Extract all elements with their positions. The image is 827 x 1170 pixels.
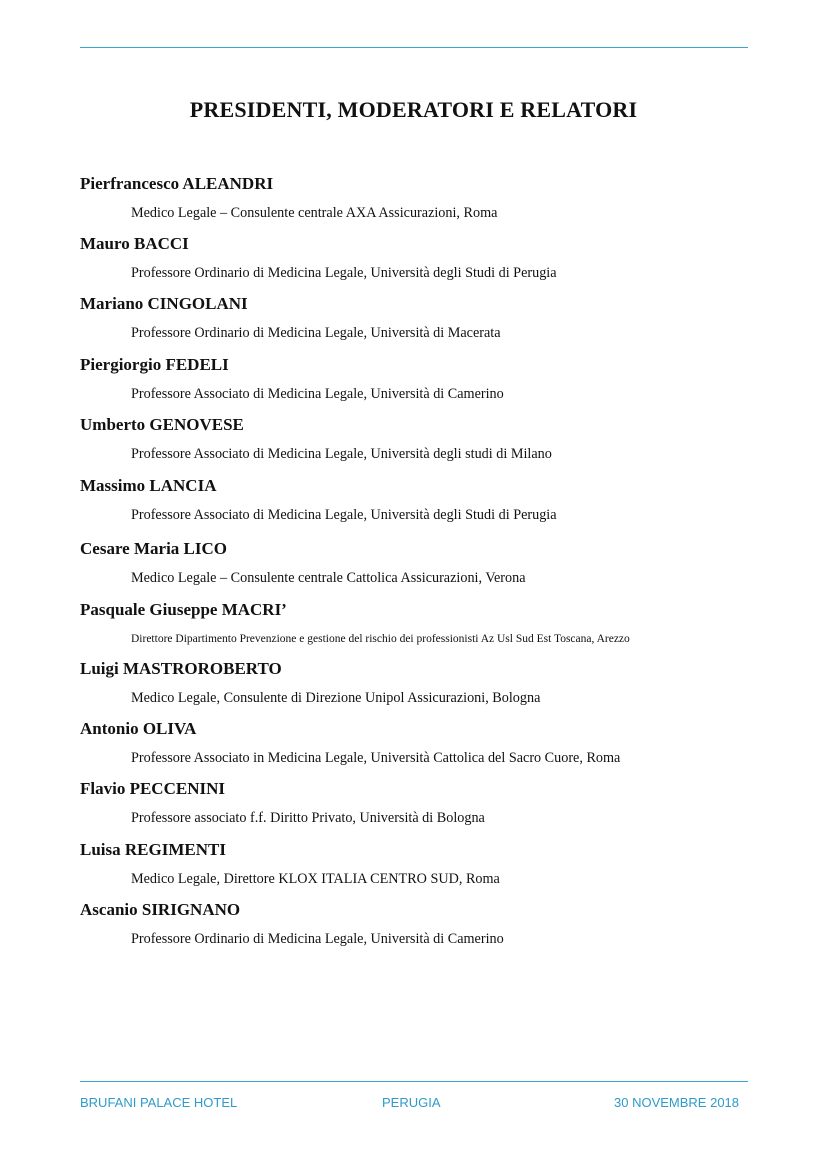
speaker-role: Medico Legale – Consulente centrale AXA Assicurazioni, Roma bbox=[131, 205, 498, 221]
speaker-name: Massimo LANCIA bbox=[80, 476, 217, 495]
speaker-name: Mariano CINGOLANI bbox=[80, 294, 248, 313]
speaker-role: Professore Ordinario di Medicina Legale, Università di Camerino bbox=[131, 931, 504, 947]
speaker-name: Luigi MASTROROBERTO bbox=[80, 659, 282, 678]
speaker-role: Professore Ordinario di Medicina Legale, Università di Macerata bbox=[131, 325, 501, 341]
speaker-name: Pierfrancesco ALEANDRI bbox=[80, 174, 274, 193]
speaker-name: Mauro BACCI bbox=[80, 234, 189, 253]
speaker-name: Piergiorgio FEDELI bbox=[80, 355, 229, 374]
speaker-role: Professore Ordinario di Medicina Legale, Università degli Studi di Perugia bbox=[131, 265, 557, 281]
speaker-role: Medico Legale, Direttore KLOX ITALIA CENTRO SUD, Roma bbox=[131, 871, 500, 887]
speaker-role: Direttore Dipartimento Prevenzione e gestione del rischio dei professionisti Az Usl Sud Est Toscana, Arezzo bbox=[131, 633, 630, 645]
speaker-role: Medico Legale – Consulente centrale Cattolica Assicurazioni, Verona bbox=[131, 570, 526, 586]
speaker-role: Professore associato f.f. Diritto Privato, Università di Bologna bbox=[131, 810, 485, 826]
speaker-role: Professore Associato di Medicina Legale, Università di Camerino bbox=[131, 386, 504, 402]
speaker-name: Umberto GENOVESE bbox=[80, 415, 244, 434]
speaker-name: Pasquale Giuseppe MACRI’ bbox=[80, 600, 287, 619]
footer-divider bbox=[80, 1081, 748, 1082]
speaker-role: Professore Associato in Medicina Legale, Università Cattolica del Sacro Cuore, Roma bbox=[131, 750, 621, 766]
speaker-name: Flavio PECCENINI bbox=[80, 779, 225, 798]
footer-venue: BRUFANI PALACE HOTEL bbox=[80, 1095, 238, 1110]
header-divider bbox=[80, 47, 748, 48]
speaker-role: Medico Legale, Consulente di Direzione Unipol Assicurazioni, Bologna bbox=[131, 690, 541, 706]
speaker-name: Antonio OLIVA bbox=[80, 719, 197, 738]
speaker-role: Professore Associato di Medicina Legale, Università degli Studi di Perugia bbox=[131, 507, 557, 523]
speaker-name: Ascanio SIRIGNANO bbox=[80, 900, 241, 919]
footer-date: 30 NOVEMBRE 2018 bbox=[614, 1095, 740, 1110]
footer-city: PERUGIA bbox=[382, 1095, 441, 1110]
speaker-name: Luisa REGIMENTI bbox=[80, 840, 226, 859]
page-title: PRESIDENTI, MODERATORI E RELATORI bbox=[189, 97, 638, 122]
speaker-role: Professore Associato di Medicina Legale, Università degli studi di Milano bbox=[131, 446, 552, 462]
speaker-name: Cesare Maria LICO bbox=[80, 539, 227, 558]
